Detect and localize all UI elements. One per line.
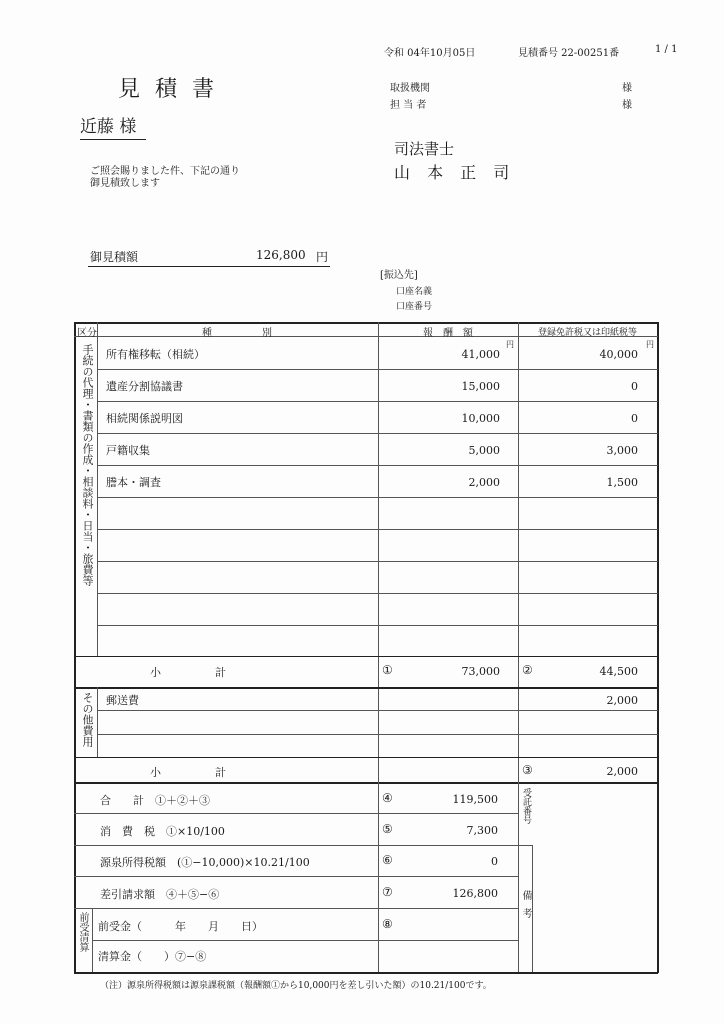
document-title: 見 積 書 — [118, 77, 218, 102]
header-hoshu: 報 酬 額 — [423, 328, 473, 339]
recipient-name: 近藤 様 — [80, 112, 146, 140]
biko-label: 備考 — [520, 890, 531, 926]
jutaku-number-label: 受託番号 — [521, 788, 531, 824]
issuer-name: 山 本 正 司 — [394, 163, 516, 182]
account-name-label: 口座名義 — [396, 287, 433, 297]
section-advance-label: 前受清算 — [77, 912, 88, 952]
total-amount: 御見積額 126,800 円 — [88, 248, 330, 267]
section-procedure-label: 手続の代理・書類の作成・相談料・日当・旅費等 — [81, 344, 94, 586]
header-tax: 登録免許税又は印紙税等 — [537, 328, 637, 338]
issuer-title: 司法書士 — [394, 140, 455, 158]
intro-text: ご照会賜りました件、下記の通り 御見積致します — [90, 166, 240, 189]
agency-label: 取扱機関 — [390, 83, 430, 94]
agency-sama: 様 — [622, 83, 632, 94]
header-kubun: 区分 — [77, 328, 97, 339]
bank-label: [振込先] — [380, 270, 418, 281]
header-shubetsu: 種 別 — [202, 328, 272, 339]
estimate-number: 見積番号 22-00251番 — [518, 48, 620, 59]
page-number: 1 / 1 — [655, 44, 678, 55]
issue-date: 令和 04年10月05日 — [384, 48, 476, 59]
person-label: 担 当 者 — [390, 100, 427, 111]
person-sama: 様 — [622, 100, 632, 111]
account-number-label: 口座番号 — [396, 302, 433, 312]
section-other-label: その他費用 — [81, 692, 94, 747]
footnote: （注）源泉所得税額は源泉課税額（報酬額①から10,000円を差し引いた額）の10.21/100です。 — [100, 981, 492, 991]
